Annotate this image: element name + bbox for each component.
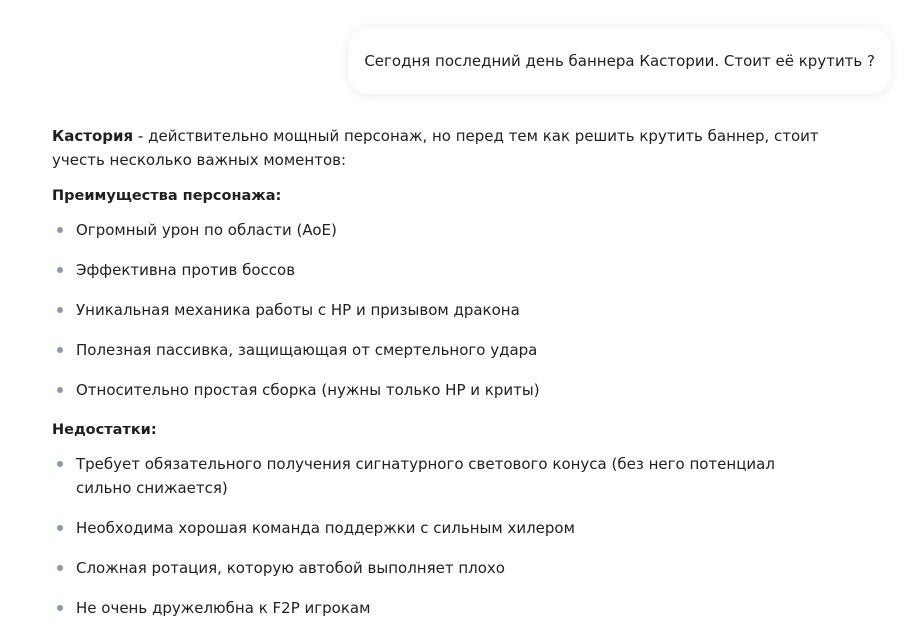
- bullet-icon: [57, 461, 63, 467]
- list-item: [52, 556, 862, 580]
- cons-list: [52, 452, 862, 620]
- list-item: [52, 516, 862, 540]
- bullet-icon: [57, 267, 63, 273]
- cons-heading: Недостатки:: [52, 422, 157, 438]
- bullet-icon: [57, 525, 63, 531]
- answer-intro: [52, 124, 862, 172]
- list-item-text: Не очень дружелюбна к F2P игрокам: [76, 599, 371, 617]
- user-message-text: Сегодня последний день баннера Кастории. Стоит её крутить ?: [364, 52, 875, 70]
- list-item-text: Уникальная механика работы с HP и призывом дракона: [76, 301, 520, 319]
- bullet-icon: [57, 227, 63, 233]
- pros-list: [52, 218, 862, 402]
- list-item-text: Сложная ротация, которую автобой выполняет плохо: [76, 559, 505, 577]
- list-item-text: Полезная пассивка, защищающая от смертельного удара: [76, 341, 538, 359]
- list-item: [52, 596, 862, 620]
- answer-intro-bold: Кастория: [52, 127, 134, 145]
- bullet-icon: [57, 307, 63, 313]
- list-item: [52, 452, 816, 500]
- list-item: [52, 218, 862, 242]
- list-item: [52, 258, 862, 282]
- list-item-text: Огромный урон по области (AoE): [76, 221, 337, 239]
- bullet-icon: [57, 605, 63, 611]
- bullet-icon: [57, 347, 63, 353]
- list-item: [52, 378, 862, 402]
- list-item: [52, 338, 862, 362]
- answer-intro-text: - действительно мощный персонаж, но перед тем как решить крутить баннер, стоит учесть несколько важных моментов:: [52, 127, 819, 169]
- bullet-icon: [57, 565, 63, 571]
- list-item-text: Относительно простая сборка (нужны только HP и криты): [76, 381, 540, 399]
- list-item-text: Эффективна против боссов: [76, 261, 296, 279]
- list-item-text: Необходима хорошая команда поддержки с сильным хилером: [76, 519, 575, 537]
- assistant-answer: [52, 124, 862, 634]
- list-item: [52, 298, 862, 322]
- pros-heading: Преимущества персонажа:: [52, 188, 282, 204]
- list-item-text: Требует обязательного получения сигнатурного светового конуса (без него потенциал сильно снижается): [76, 455, 775, 497]
- user-message-bubble: [348, 27, 891, 94]
- bullet-icon: [57, 387, 63, 393]
